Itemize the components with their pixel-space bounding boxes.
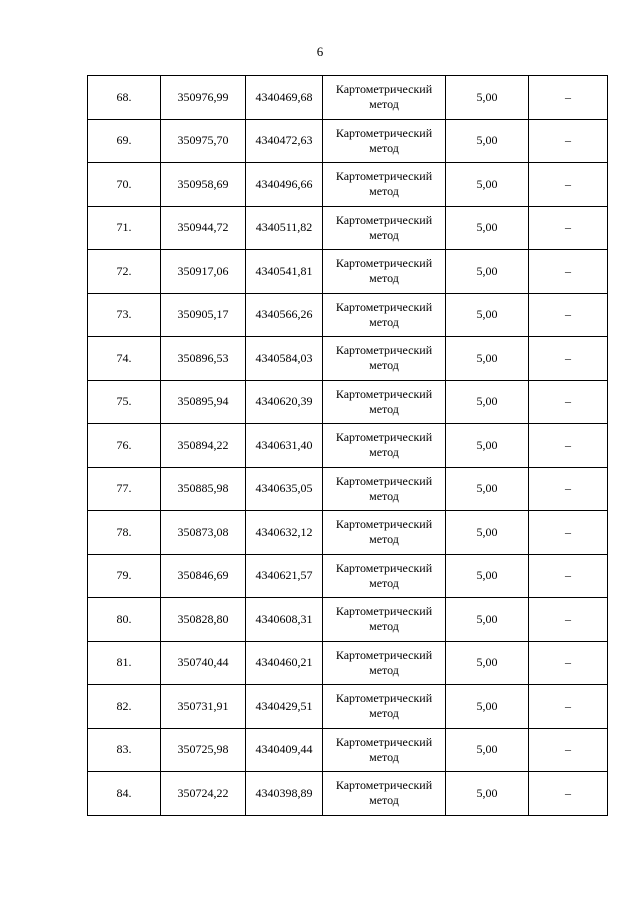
- method-line-2: метод: [369, 532, 399, 547]
- y-coordinate-cell: 4340608,31: [246, 598, 323, 642]
- table-row: [88, 424, 608, 468]
- accuracy-cell: 5,00: [446, 641, 529, 685]
- accuracy-cell: 5,00: [446, 293, 529, 337]
- accuracy-cell: 5,00: [446, 424, 529, 468]
- accuracy-cell: 5,00: [446, 598, 529, 642]
- y-coordinate-cell: 4340409,44: [246, 728, 323, 772]
- method-line-2: метод: [369, 358, 399, 373]
- table-row: [88, 598, 608, 642]
- accuracy-cell: 5,00: [446, 554, 529, 598]
- table-row: [88, 250, 608, 294]
- y-coordinate-cell: 4340635,05: [246, 467, 323, 511]
- point-number-cell: 69.: [88, 119, 161, 163]
- method-line-1: Картометрический: [335, 560, 433, 575]
- accuracy-cell: 5,00: [446, 76, 529, 120]
- method-cell: [323, 206, 446, 250]
- point-number-cell: 80.: [88, 598, 161, 642]
- point-number-cell: 79.: [88, 554, 161, 598]
- method-line-1: Картометрический: [335, 473, 433, 488]
- point-number-cell: 81.: [88, 641, 161, 685]
- point-number-cell: 74.: [88, 337, 161, 381]
- note-cell: –: [529, 772, 608, 816]
- table-row: [88, 206, 608, 250]
- x-coordinate-cell: 350975,70: [161, 119, 246, 163]
- table-row: [88, 293, 608, 337]
- table-row: [88, 641, 608, 685]
- accuracy-cell: 5,00: [446, 250, 529, 294]
- table-body: [88, 76, 608, 816]
- method-line-2: метод: [369, 140, 399, 155]
- y-coordinate-cell: 4340620,39: [246, 380, 323, 424]
- y-coordinate-cell: 4340632,12: [246, 511, 323, 555]
- point-number-cell: 68.: [88, 76, 161, 120]
- point-number-cell: 77.: [88, 467, 161, 511]
- method-line-1: Картометрический: [335, 256, 433, 271]
- method-cell: [323, 772, 446, 816]
- note-cell: –: [529, 380, 608, 424]
- x-coordinate-cell: 350944,72: [161, 206, 246, 250]
- x-coordinate-cell: 350873,08: [161, 511, 246, 555]
- method-cell: [323, 511, 446, 555]
- method-line-2: метод: [369, 401, 399, 416]
- method-line-1: Картометрический: [335, 212, 433, 227]
- y-coordinate-cell: 4340469,68: [246, 76, 323, 120]
- method-cell: [323, 685, 446, 729]
- note-cell: –: [529, 250, 608, 294]
- accuracy-cell: 5,00: [446, 206, 529, 250]
- note-cell: –: [529, 641, 608, 685]
- coordinates-table: [87, 75, 608, 816]
- x-coordinate-cell: 350725,98: [161, 728, 246, 772]
- table-row: [88, 685, 608, 729]
- method-line-1: Картометрический: [335, 386, 433, 401]
- point-number-cell: 84.: [88, 772, 161, 816]
- note-cell: –: [529, 467, 608, 511]
- y-coordinate-cell: 4340460,21: [246, 641, 323, 685]
- method-line-2: метод: [369, 314, 399, 329]
- table-row: [88, 728, 608, 772]
- point-number-cell: 83.: [88, 728, 161, 772]
- method-line-1: Картометрический: [335, 647, 433, 662]
- method-line-1: Картометрический: [335, 604, 433, 619]
- y-coordinate-cell: 4340429,51: [246, 685, 323, 729]
- x-coordinate-cell: 350731,91: [161, 685, 246, 729]
- accuracy-cell: 5,00: [446, 728, 529, 772]
- method-line-2: метод: [369, 662, 399, 677]
- point-number-cell: 78.: [88, 511, 161, 555]
- table-row: [88, 119, 608, 163]
- x-coordinate-cell: 350896,53: [161, 337, 246, 381]
- x-coordinate-cell: 350895,94: [161, 380, 246, 424]
- method-line-1: Картометрический: [335, 691, 433, 706]
- method-cell: [323, 163, 446, 207]
- accuracy-cell: 5,00: [446, 163, 529, 207]
- note-cell: –: [529, 119, 608, 163]
- y-coordinate-cell: 4340541,81: [246, 250, 323, 294]
- method-cell: [323, 728, 446, 772]
- x-coordinate-cell: 350917,06: [161, 250, 246, 294]
- accuracy-cell: 5,00: [446, 511, 529, 555]
- point-number-cell: 71.: [88, 206, 161, 250]
- method-line-1: Картометрический: [335, 82, 433, 97]
- y-coordinate-cell: 4340631,40: [246, 424, 323, 468]
- point-number-cell: 73.: [88, 293, 161, 337]
- method-line-1: Картометрический: [335, 125, 433, 140]
- x-coordinate-cell: 350846,69: [161, 554, 246, 598]
- y-coordinate-cell: 4340398,89: [246, 772, 323, 816]
- note-cell: –: [529, 554, 608, 598]
- note-cell: –: [529, 511, 608, 555]
- method-cell: [323, 424, 446, 468]
- note-cell: –: [529, 728, 608, 772]
- accuracy-cell: 5,00: [446, 685, 529, 729]
- table-row: [88, 76, 608, 120]
- note-cell: –: [529, 163, 608, 207]
- table-row: [88, 380, 608, 424]
- point-number-cell: 76.: [88, 424, 161, 468]
- method-cell: [323, 76, 446, 120]
- method-line-2: метод: [369, 97, 399, 112]
- method-cell: [323, 250, 446, 294]
- method-line-1: Картометрический: [335, 734, 433, 749]
- method-line-1: Картометрический: [335, 430, 433, 445]
- method-line-1: Картометрический: [335, 299, 433, 314]
- x-coordinate-cell: 350885,98: [161, 467, 246, 511]
- method-cell: [323, 598, 446, 642]
- method-line-1: Картометрический: [335, 343, 433, 358]
- table-row: [88, 163, 608, 207]
- method-line-2: метод: [369, 749, 399, 764]
- method-line-2: метод: [369, 271, 399, 286]
- method-cell: [323, 641, 446, 685]
- note-cell: –: [529, 293, 608, 337]
- method-cell: [323, 337, 446, 381]
- note-cell: –: [529, 76, 608, 120]
- table-row: [88, 772, 608, 816]
- method-cell: [323, 380, 446, 424]
- point-number-cell: 70.: [88, 163, 161, 207]
- y-coordinate-cell: 4340584,03: [246, 337, 323, 381]
- method-cell: [323, 119, 446, 163]
- x-coordinate-cell: 350958,69: [161, 163, 246, 207]
- accuracy-cell: 5,00: [446, 772, 529, 816]
- method-line-2: метод: [369, 793, 399, 808]
- point-number-cell: 82.: [88, 685, 161, 729]
- page-number: 6: [316, 44, 324, 59]
- method-line-2: метод: [369, 184, 399, 199]
- note-cell: –: [529, 337, 608, 381]
- note-cell: –: [529, 206, 608, 250]
- method-cell: [323, 467, 446, 511]
- method-line-2: метод: [369, 575, 399, 590]
- x-coordinate-cell: 350976,99: [161, 76, 246, 120]
- method-line-2: метод: [369, 227, 399, 242]
- note-cell: –: [529, 598, 608, 642]
- x-coordinate-cell: 350828,80: [161, 598, 246, 642]
- point-number-cell: 75.: [88, 380, 161, 424]
- table-row: [88, 467, 608, 511]
- x-coordinate-cell: 350740,44: [161, 641, 246, 685]
- table-row: [88, 554, 608, 598]
- y-coordinate-cell: 4340472,63: [246, 119, 323, 163]
- method-line-2: метод: [369, 488, 399, 503]
- y-coordinate-cell: 4340621,57: [246, 554, 323, 598]
- method-line-2: метод: [369, 706, 399, 721]
- method-line-1: Картометрический: [335, 517, 433, 532]
- accuracy-cell: 5,00: [446, 467, 529, 511]
- method-line-2: метод: [369, 445, 399, 460]
- y-coordinate-cell: 4340511,82: [246, 206, 323, 250]
- x-coordinate-cell: 350894,22: [161, 424, 246, 468]
- note-cell: –: [529, 685, 608, 729]
- table-row: [88, 511, 608, 555]
- accuracy-cell: 5,00: [446, 380, 529, 424]
- method-line-1: Картометрический: [335, 169, 433, 184]
- accuracy-cell: 5,00: [446, 119, 529, 163]
- table-row: [88, 337, 608, 381]
- accuracy-cell: 5,00: [446, 337, 529, 381]
- method-cell: [323, 293, 446, 337]
- method-cell: [323, 554, 446, 598]
- x-coordinate-cell: 350724,22: [161, 772, 246, 816]
- method-line-2: метод: [369, 619, 399, 634]
- y-coordinate-cell: 4340496,66: [246, 163, 323, 207]
- note-cell: –: [529, 424, 608, 468]
- point-number-cell: 72.: [88, 250, 161, 294]
- method-line-1: Картометрический: [335, 778, 433, 793]
- x-coordinate-cell: 350905,17: [161, 293, 246, 337]
- y-coordinate-cell: 4340566,26: [246, 293, 323, 337]
